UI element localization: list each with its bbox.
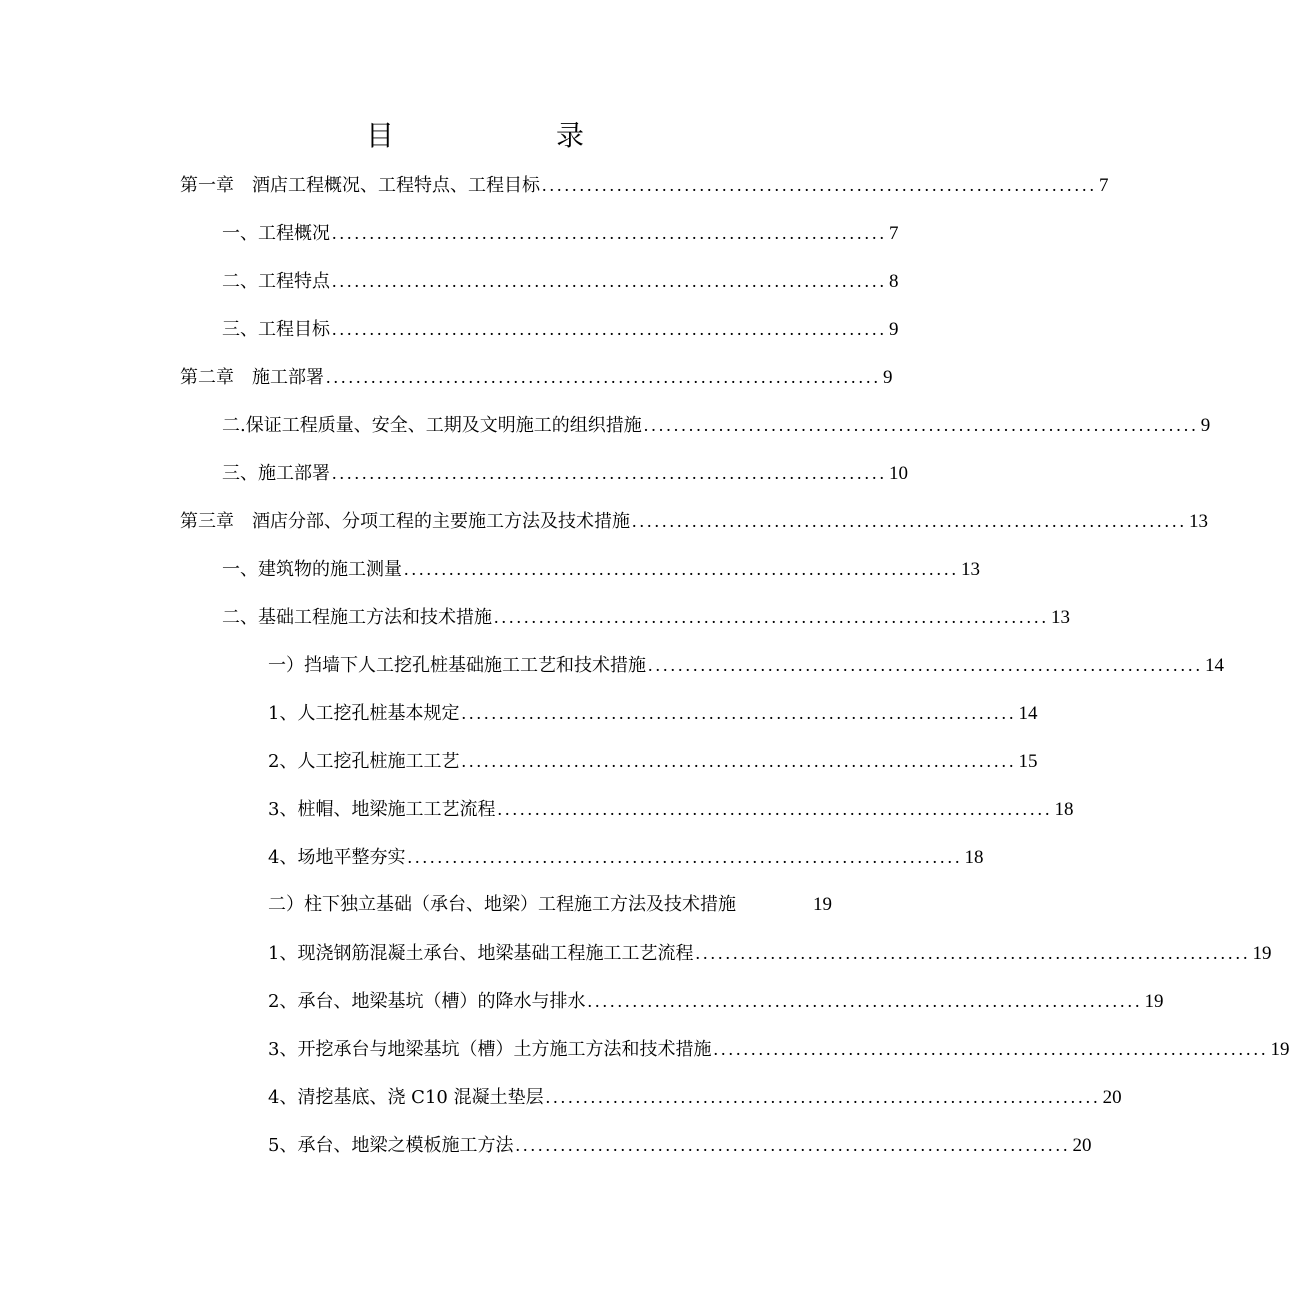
toc-entry-3-1[interactable] [222,555,980,583]
dot-leader: .......................................................................... [404,559,959,579]
toc-entry-label: 三、施工部署 [222,463,330,484]
title-char-left: 目 [366,119,395,152]
toc-entry-3-2[interactable] [222,603,1070,631]
toc-entry-page: 18 [1054,799,1074,820]
toc-entry-3-2-b-2[interactable] [268,987,1164,1015]
toc-entry-page: 13 [1189,511,1208,532]
toc-entry-label: 第二章 施工部署 [180,367,324,388]
toc-entry-3-2-a-2[interactable] [268,747,1038,775]
toc-entry-3-2-b-3[interactable] [268,1035,1289,1063]
dot-leader: .......................................................................... [545,1087,1101,1107]
toc-entry-label: 5、承台、地梁之模板施工方法 [268,1135,514,1156]
toc-entry-chapter-3[interactable] [180,507,1208,535]
toc-entry-page: 18 [964,847,984,868]
toc-entry-page: 7 [1099,175,1109,196]
toc-entry-page: 14 [1205,655,1224,676]
toc-entry-label: 二.保证工程质量、安全、工期及文明施工的组织措施 [222,415,642,436]
toc-entry-2-2[interactable] [222,411,1211,439]
toc-entry-label: 1、人工挖孔桩基本规定 [268,703,460,724]
toc-entry-page: 9 [883,367,893,388]
toc-entry-label: 1、现浇钢筋混凝土承台、地梁基础工程施工工艺流程 [268,943,694,964]
dot-leader: .......................................................................... [332,319,887,339]
toc-entry-page: 14 [1018,703,1038,724]
toc-entry-label: 第三章 酒店分部、分项工程的主要施工方法及技术措施 [180,511,630,532]
toc-entry-page: 20 [1102,1087,1122,1108]
toc-entry-label: 二）柱下独立基础（承台、地梁）工程施工方法及技术措施 [268,894,736,915]
toc-entry-page: 19 [1252,943,1272,964]
toc-entry-page: 19 [1144,991,1164,1012]
toc-entry-label: 第一章 酒店工程概况、工程特点、工程目标 [180,175,540,196]
toc-entry-label: 一、工程概况 [222,223,330,244]
dot-leader: .......................................................................... [326,367,881,387]
toc-entry-1-2[interactable] [222,267,899,295]
toc-entry-3-2-b-5[interactable] [268,1131,1092,1159]
dot-leader: .......................................................................... [648,655,1203,675]
toc-entry-page: 9 [889,319,899,340]
toc-entry-3-2-a-1[interactable] [268,699,1038,727]
toc-entry-label: 3、桩帽、地梁施工工艺流程 [268,799,496,820]
dot-leader: .......................................................................... [542,175,1097,195]
dot-leader: .......................................................................... [587,991,1143,1011]
toc-entry-chapter-2[interactable] [180,363,893,391]
toc-entry-page: 19 [1270,1039,1289,1060]
toc-entry-3-2-a-3[interactable] [268,795,1074,823]
toc-entry-page: 10 [889,463,908,484]
toc-entry-3-2-b[interactable] [268,891,832,919]
toc-entry-label: 2、承台、地梁基坑（槽）的降水与排水 [268,991,586,1012]
toc-entry-label: 3、开挖承台与地梁基坑（槽）土方施工方法和技术措施 [268,1039,712,1060]
dot-leader: .......................................................................... [407,847,963,867]
dot-leader: .......................................................................... [632,511,1187,531]
toc-entry-1-3[interactable] [222,315,899,343]
toc-entry-label: 二、工程特点 [222,271,330,292]
toc-entry-label: 2、人工挖孔桩施工工艺 [268,751,460,772]
toc-entry-page: 13 [961,559,980,580]
dot-leader: .......................................................................... [332,223,887,243]
toc-entry-label: 三、工程目标 [222,319,330,340]
toc-entry-3-2-a-4[interactable] [268,843,984,871]
toc-entry-page: 15 [1018,751,1038,772]
toc-entry-label: 一）挡墙下人工挖孔桩基础施工工艺和技术措施 [268,655,646,676]
toc-entry-page: 20 [1072,1135,1092,1156]
dot-leader: .......................................................................... [332,463,887,483]
title-char-right: 录 [556,119,585,152]
dot-leader: .......................................................................... [713,1039,1269,1059]
toc-entry-label: 一、建筑物的施工测量 [222,559,402,580]
toc-entry-2-3[interactable] [222,459,908,487]
toc-entry-label: 4、清挖基底、浇 C10 混凝土垫层 [268,1087,544,1108]
dot-leader: .......................................................................... [643,415,1199,435]
toc-entry-page: 7 [889,223,899,244]
dot-leader: .......................................................................... [494,607,1049,627]
toc-entry-chapter-1[interactable] [180,171,1109,199]
toc-entry-label: 二、基础工程施工方法和技术措施 [222,607,492,628]
toc-entry-1-1[interactable] [222,219,899,247]
toc-entry-3-2-b-4[interactable] [268,1083,1122,1111]
dot-leader: .......................................................................... [695,943,1251,963]
dot-leader: .......................................................................... [497,799,1053,819]
page-title [0,116,920,156]
toc-entry-3-2-a[interactable] [268,651,1224,679]
dot-leader: .......................................................................... [461,703,1017,723]
dot-leader: .......................................................................... [332,271,887,291]
dot-leader: .......................................................................... [461,751,1017,771]
toc-entry-page: 13 [1051,607,1070,628]
dot-leader: .......................................................................... [515,1135,1071,1155]
toc-entry-page: 8 [889,271,899,292]
toc-entry-3-2-b-1[interactable] [268,939,1272,967]
toc-entry-page: 19 [813,894,832,915]
toc-entry-page: 9 [1200,415,1211,436]
toc-entry-label: 4、场地平整夯实 [268,847,406,868]
